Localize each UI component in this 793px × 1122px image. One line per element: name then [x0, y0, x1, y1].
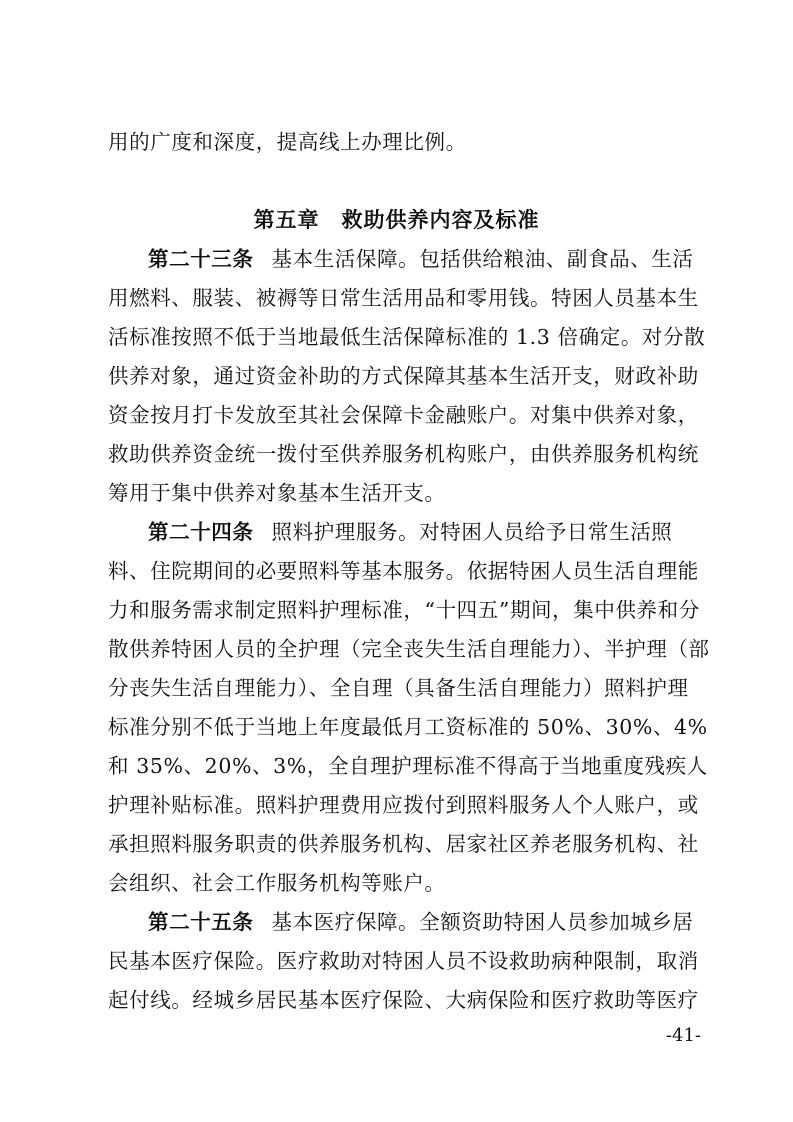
chapter-heading: 第五章 救助供养内容及标准 — [253, 208, 540, 232]
article-24-line-4: 散供养特困人员的全护理（完全丧失生活自理能力）、半护理（部 — [108, 637, 710, 661]
article-23-line-6: 救助供养资金统一拨付至供养服务机构账户，由供养服务机构统 — [108, 442, 699, 466]
article-23-number: 第二十三条 — [148, 247, 254, 271]
article-23-line-7: 筹用于集中供养对象基本生活开支。 — [108, 481, 446, 505]
article-23-line-4: 供养对象，通过资金补助的方式保障其基本生活开支，财政补助 — [108, 364, 699, 388]
article-24-line-8: 护理补贴标准。照料护理费用应拨付到照料服务人个人账户，或 — [108, 793, 699, 817]
article-24-line-9: 承担照料服务职责的供养服务机构、居家社区养老服务机构、社 — [108, 832, 699, 856]
article-24-number: 第二十四条 — [148, 520, 254, 544]
article-24-line-2: 料、住院期间的必要照料等基本服务。依据特困人员生活自理能 — [108, 559, 699, 583]
article-24-line-1 — [148, 518, 700, 546]
paragraph-line: 用的广度和深度，提高线上办理比例。 — [108, 130, 467, 154]
page-number: -41- — [665, 1025, 701, 1046]
article-24-line-10: 会组织、社会工作服务机构等账户。 — [108, 871, 446, 895]
article-25-line-1 — [148, 908, 700, 936]
article-24-line-5: 分丧失生活自理能力）、全自理（具备生活自理能力）照料护理 — [108, 676, 689, 700]
article-25-line-3: 起付线。经城乡居民基本医疗保险、大病保险和医疗救助等医疗 — [108, 988, 699, 1012]
article-25-number: 第二十五条 — [148, 910, 254, 934]
article-23-text: 基本生活保障。包括供给粮油、副食品、生活 — [271, 247, 694, 271]
article-24-line-3: 力和服务需求制定照料护理标准，“十四五”期间，集中供养和分 — [108, 598, 700, 622]
article-23-line-5: 资金按月打卡发放至其社会保障卡金融账户。对集中供养对象， — [108, 403, 699, 427]
article-23-line-2: 用燃料、服装、被褥等日常生活用品和零用钱。特困人员基本生 — [108, 286, 699, 310]
article-24-line-7: 和 35%、20%、3%，全自理护理标准不得高于当地重度残疾人 — [108, 754, 708, 778]
article-24-text: 照料护理服务。对特困人员给予日常生活照 — [271, 520, 673, 544]
article-25-text: 基本医疗保障。全额资助特困人员参加城乡居 — [271, 910, 694, 934]
article-23-line-1 — [148, 245, 700, 273]
article-25-line-2: 民基本医疗保险。医疗救助对特困人员不设救助病种限制，取消 — [108, 949, 699, 973]
article-24-line-6: 标准分别不低于当地上年度最低月工资标准的 50%、30%、4% — [108, 715, 708, 739]
article-23-line-3: 活标准按照不低于当地最低生活保障标准的 1.3 倍确定。对分散 — [108, 325, 706, 349]
